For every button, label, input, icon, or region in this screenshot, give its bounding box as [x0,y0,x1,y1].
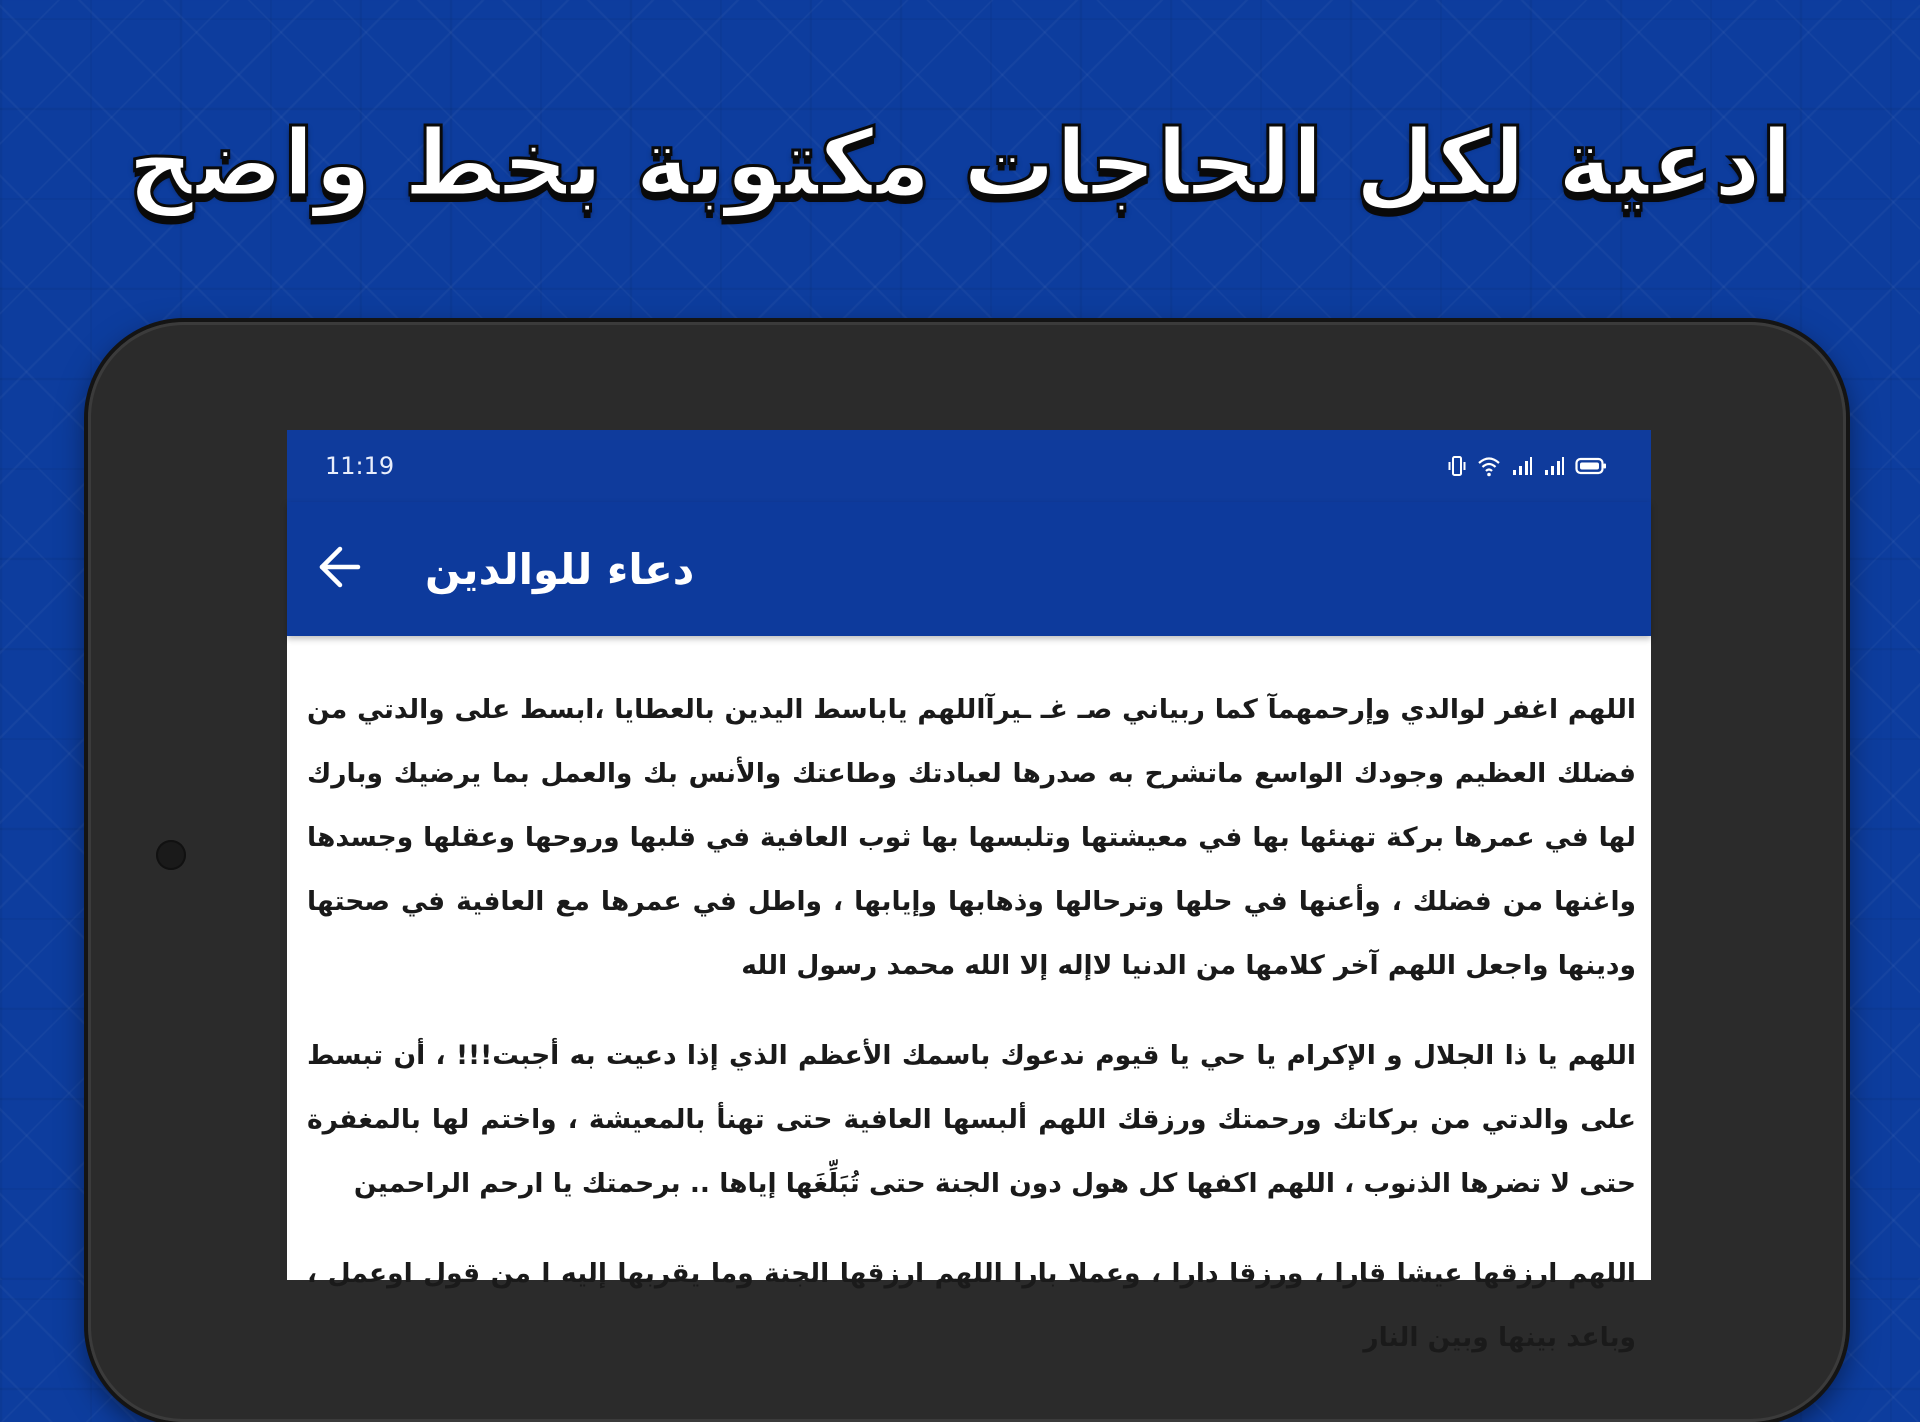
status-bar [287,430,1651,502]
app-bar [287,502,1651,636]
promo-headline: ادعية لكل الحاجات مكتوبة بخط واضح [127,110,1793,217]
dua-paragraph: اللهم ارزقها عيشا قارا ، ورزقا دارا ، وعملا بارا اللهم ارزقها الجنة وما يقربها إليه ا من قول اوعمل ، وباعد بينها وبين النار [307,1258,1636,1353]
back-button[interactable] [301,531,377,607]
status-icons [1447,455,1607,477]
battery-icon [1575,455,1607,477]
status-time: 11:19 [325,452,395,480]
signal-icon [1543,455,1565,477]
dua-paragraph: اللهم يا ذا الجلال و الإكرام يا حي يا قيوم ندعوك باسمك الأعظم الذي إذا دعيت به أجبت!!! ، أن تبسط على والدتي من بركاتك ورحمتك ورزقك اللهم ألبسها العافية حتى تهنأ بالمعيشة ، واختم لها بالمغفرة حتى لا تضرها الذنوب ، اللهم اكفها كل هول دون الجنة حتى تُبَلِّغَها إياها .. برحمتك يا ارحم الراحمين [307,1040,1636,1199]
app-bar-title: دعاء للوالدين [425,544,695,594]
dua-paragraph: اللهم اغفر لوالدي وإرحمهمآ كما ربياني صـ غـ ـيرآاللهم ياباسط اليدين بالعطايا ،ابسط على والدتي من فضلك العظيم وجودك الواسع ماتشرح به صدرها لعبادتك وطاعتك والأنس بك والعمل بما يرضيك وبارك لها في عمرها بركة تهنئها بها في معيشتها وتلبسها بها ثوب العافية في قلبها وروحها وعقلها وجسدها واغنها من فضلك ، وأعنها في حلها وترحالها وذهابها وإيابها ، واطل في عمرها مع العافية في صحتها ودينها واجعل اللهم آخر كلامها من الدنيا لاإله إلا الله محمد رسول الله [307,694,1636,981]
dua-content [287,636,1651,1370]
arrow-left-icon [316,544,362,594]
wifi-icon [1477,455,1501,477]
vibrate-icon [1447,455,1467,477]
camera-dot [156,840,186,870]
signal-icon [1511,455,1533,477]
app-screen [287,430,1651,1353]
